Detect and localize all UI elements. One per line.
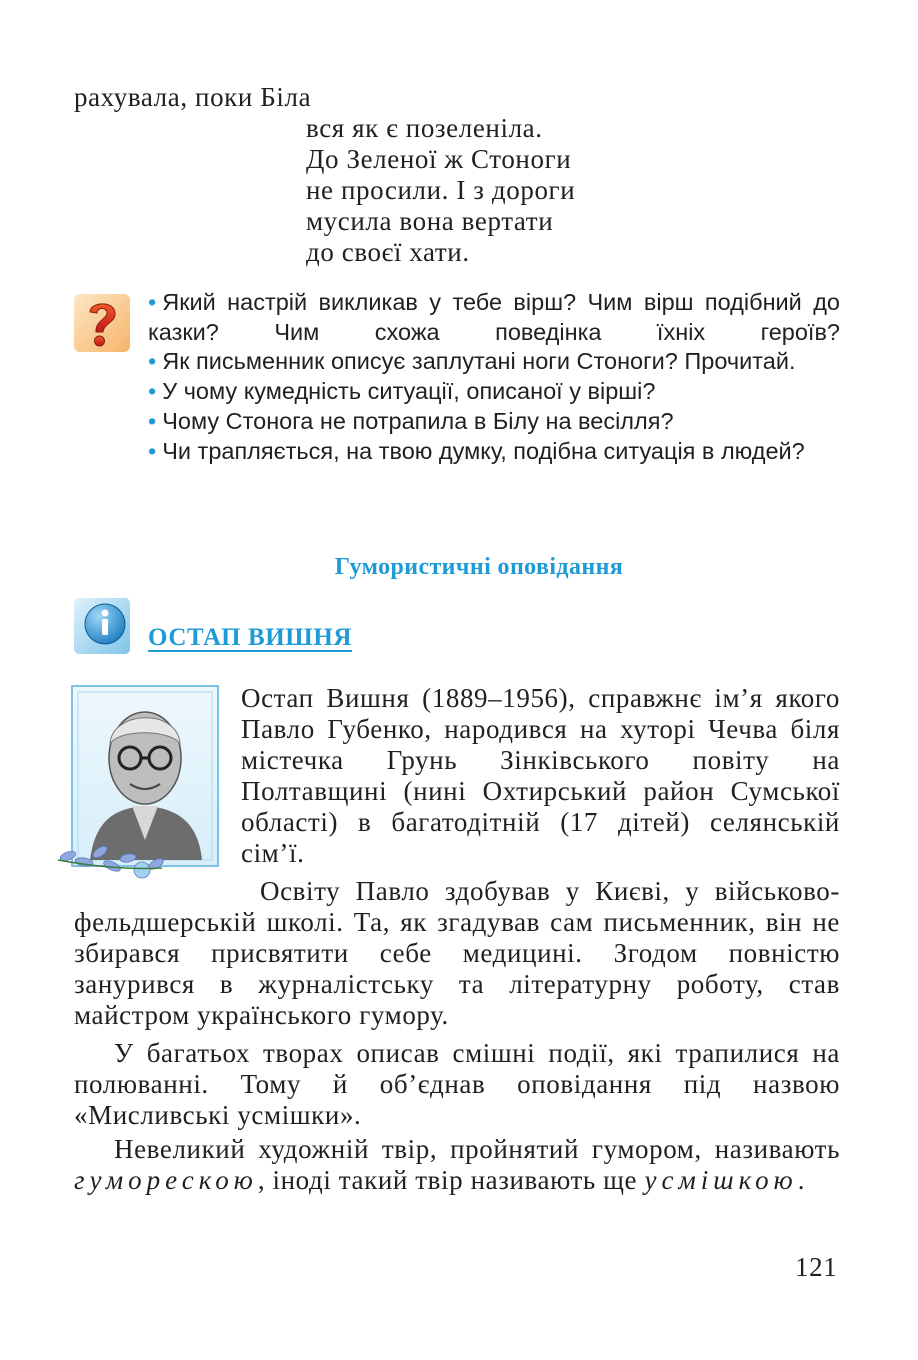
term-humoresque: гуморескою (74, 1165, 258, 1195)
poem-stanza (306, 113, 575, 268)
bio-paragraph: У багатьох творах описав смішні події, які трапилися на полюванні. Тому й об’єднав оповідання під назвою «Мисливські усмішки». (74, 1038, 840, 1130)
poem-line: не просили. І з дороги (306, 175, 576, 205)
list-item: • Чому Стонога не потрапила в Білу на весілля? (148, 407, 674, 434)
bullet-icon: • (148, 289, 157, 315)
poem-line: рахувала, поки Біла (74, 82, 312, 112)
author-portrait (50, 680, 230, 890)
bullet-icon: • (148, 407, 157, 434)
poem-line: мусила вона вертати (306, 206, 554, 236)
bio-paragraph: Невеликий художній твір, пройнятий гумором, називають гуморескою, іноді такий твір називають ще усмішкою. (74, 1134, 840, 1195)
bullet-icon: • (148, 378, 157, 405)
list-item: • Як письменник описує заплутані ноги Стоноги? Прочитай. (148, 348, 796, 375)
section-heading: Гумористичні оповідання (334, 554, 624, 580)
page-number: 121 (795, 1252, 838, 1282)
poem-line: до своєї хати. (306, 237, 470, 267)
poem-line: вся як є позеленіла. (306, 113, 543, 143)
list-item: • У чому кумедність ситуації, описаної у вірші? (148, 378, 656, 405)
list-item: • Чи трапляється, на твою думку, подібна ситуація в людей? (148, 437, 805, 464)
bio-paragraph: Остап Вишня (1889–1956), справжнє ім’я якого Павло Губенко, народився на хуторі Чечва біля містечка Грунь Зінківського повіту на Полтавщині (нині Охтирський район Сумської області) в багатодітній (17 дітей) селянській сім’ї. (241, 683, 840, 868)
bio-paragraph: Освіту Павло здобував у Києві, у військово-фельдшерській школі. Та, як згадував сам письменник, він не збирався присвятити себе медицині. Згодом повністю занурився в журналістську та літературну роботу, став майстром українського гумору. (74, 876, 840, 1030)
bullet-icon: • (148, 348, 157, 375)
author-name: ОСТАП ВИШНЯ (148, 624, 353, 651)
list-item: • Який настрій викликав у тебе вірш? Чим вірш подібний до казки? Чим схожа поведінка їхніх героїв? (148, 289, 840, 345)
term-usmishka: усмішкою (644, 1165, 798, 1195)
bullet-icon: • (148, 437, 157, 464)
info-icon (74, 598, 130, 654)
question-list (148, 288, 840, 466)
question-mark-icon (74, 294, 130, 352)
poem-line: До Зеленої ж Стоноги (306, 144, 572, 174)
